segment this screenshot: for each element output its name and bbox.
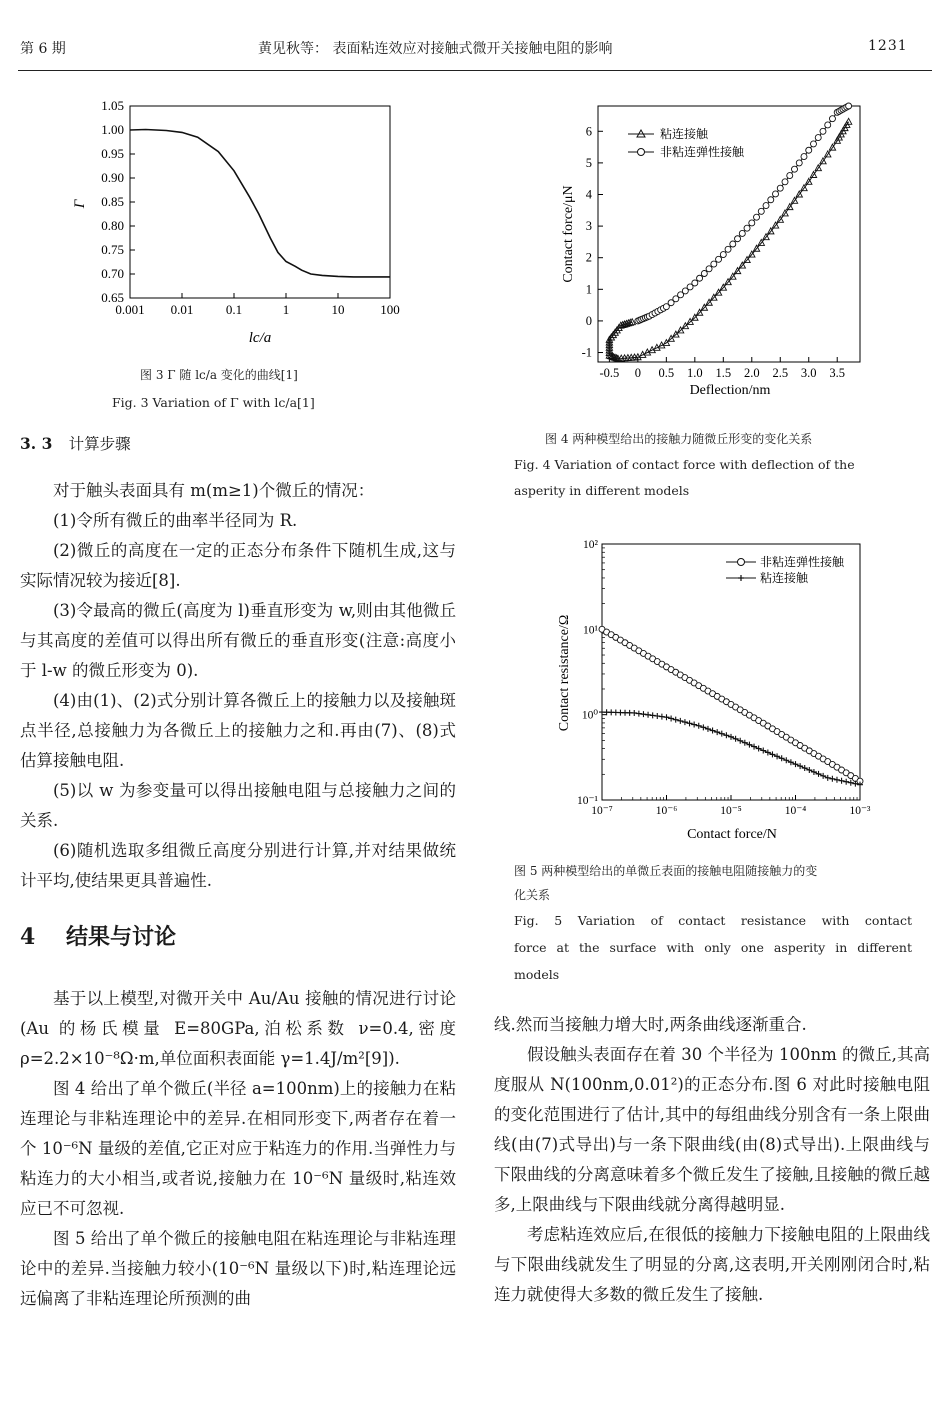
fig3-xtick-label: 0.001 (115, 302, 145, 317)
paragraph: (2)微丘的高度在一定的正态分布条件下随机生成,这与实际情况较为接近[8]. (20, 541, 456, 590)
fig5-point-plus (650, 712, 656, 718)
paragraph: 图 5 给出了单个微丘的接触电阻在粘连理论与非粘连理论中的差异.当接触力较小(10⁻⁶N 量级以下)时,粘连理论远远偏离了非粘连理论所预测的曲 (20, 1229, 456, 1308)
fig5-point-plus (677, 718, 683, 724)
fig4-point-circle (787, 173, 793, 179)
figure-5-chart (550, 528, 880, 848)
fig4-point-circle (846, 103, 852, 109)
fig4-xtick-label: 3.0 (800, 366, 817, 380)
left-column-steps (20, 476, 456, 896)
fig5-xlabel: Contact force/N (687, 827, 777, 842)
paragraph: 考虑粘连效应后,在很低的接触力下接触电阻的上限曲线与下限曲线就发生了明显的分离,这表明,开关刚刚闭合时,粘连力就使得大多数的微丘发生了接触. (494, 1225, 930, 1304)
fig5-point-plus (668, 715, 674, 721)
fig5-ytick-label: 10¹ (583, 624, 598, 637)
fig5-ytick-label: 10⁰ (581, 709, 598, 722)
fig4-ytick-label: 3 (585, 219, 592, 234)
fig3-ytick-label: 0.70 (101, 266, 124, 281)
fig4-ytick-label: 5 (585, 155, 592, 170)
section-4-heading (20, 920, 176, 951)
fig5-ytick-label: 10² (583, 539, 598, 551)
fig4-point-circle (758, 208, 764, 214)
fig3-ytick-label: 0.80 (101, 218, 124, 233)
fig4-point-circle (806, 147, 812, 153)
fig5-legend-adhesive: 粘连接触 (760, 571, 809, 585)
fig3-plot-frame (130, 106, 390, 298)
paragraph: 基于以上模型,对微开关中 Au/Au 接触的情况进行讨论(Au 的杨氏模量 E=80GPa,泊松系数 ν=0.4,密度 ρ=2.2×10⁻⁸Ω·m,单位面积表面能 γ=1.4J/m²[9]). (20, 989, 456, 1068)
section-3-3-title: 计算步骤 (68, 435, 131, 453)
fig3-xtick-label: 0.1 (225, 302, 243, 317)
fig4-point-circle (754, 214, 760, 220)
fig4-ytick-label: 2 (585, 250, 592, 265)
fig3-xtick-label: 10 (331, 302, 345, 317)
fig4-point-circle (701, 271, 707, 277)
fig4-point-circle (792, 166, 798, 172)
fig5-legend-circle-marker (738, 559, 745, 566)
fig3-ytick-label: 0.90 (101, 170, 124, 185)
header-page-number: 1231 (868, 38, 908, 54)
fig4-point-circle (782, 179, 788, 185)
fig5-caption-cn-line2: 化关系 (514, 888, 551, 902)
fig5-point-plus (829, 776, 835, 782)
fig3-caption-en: Fig. 3 Variation of Γ with lc/a[1] (112, 395, 315, 410)
section-4-title: 结果与讨论 (65, 924, 176, 950)
fig4-xtick-label: 2.0 (743, 366, 760, 380)
section-4-number: 4 (20, 924, 36, 950)
fig4-point-circle (820, 128, 826, 134)
fig4-ytick-label: 6 (585, 124, 592, 139)
fig3-ytick-label: 0.85 (101, 194, 124, 209)
fig5-point-plus (645, 712, 651, 718)
fig5-xtick-label: 10⁻⁷ (591, 805, 613, 817)
fig4-point-circle (706, 266, 712, 272)
fig4-xtick-label: 1.0 (687, 366, 703, 380)
paragraph: (5)以 w 为参变量可以得出接触电阻与总接触力之间的关系. (20, 781, 456, 830)
fig5-point-plus (691, 722, 697, 728)
fig4-point-circle (815, 135, 821, 141)
fig4-ytick-label: 4 (585, 187, 592, 202)
paragraph: 对于触头表面具有 m(m≥1)个微丘的情况： (53, 481, 375, 500)
fig5-point-plus (636, 711, 642, 717)
fig3-ytick-label: 0.75 (101, 242, 124, 257)
fig5-point-plus (659, 714, 665, 720)
section-3-3-heading (20, 432, 131, 454)
fig3-ytick-label: 1.05 (101, 98, 124, 113)
fig3-xtick-label: 100 (380, 302, 400, 317)
fig4-point-circle (720, 252, 726, 258)
fig5-ylabel: Contact resistance/Ω (557, 614, 572, 732)
fig4-xtick-label: 0 (634, 366, 641, 380)
fig4-legend (628, 126, 745, 159)
fig5-legend (726, 554, 845, 585)
paragraph: 假设触头表面存在着 30 个半径为 100nm 的微丘,其高度服从 N(100nm,0.01²)的正态分布.图 6 对此时接触电阻的变化范围进行了估计,其中的每组曲线分别含有一条上限曲线(由(7)式导出)与一条下限曲线(由(8)式导出).上限曲线与下限曲线的分离意味着多个微丘发生了接触,且接触的微丘越多,上限曲线与下限曲线就分离得越明显. (494, 1045, 930, 1214)
paragraph: (4)由(1)、(2)式分别计算各微丘上的接触力以及接触斑点半径,总接触力为各微丘上的接触力之和.再由(7)、(8)式估算接触电阻. (20, 691, 456, 770)
fig4-point-circle (763, 203, 769, 209)
fig4-caption-cn: 图 4 两种模型给出的接触力随微丘形变的变化关系 (545, 432, 813, 446)
fig4-point-circle (716, 256, 722, 262)
fig4-xtick-label: 0.5 (658, 366, 675, 380)
fig4-point-circle (697, 275, 703, 281)
header-rule (18, 70, 932, 71)
fig4-point-circle (829, 116, 835, 122)
fig4-ylabel: Contact force/μN (561, 185, 576, 283)
fig5-xtick-label: 10⁻⁵ (720, 805, 742, 817)
fig4-point-circle (692, 280, 698, 286)
fig4-legend-circle-marker (638, 149, 645, 156)
fig4-ytick-label: 1 (585, 282, 592, 297)
fig5-xtick-label: 10⁻³ (849, 805, 871, 817)
fig4-point-circle (768, 197, 774, 203)
paragraph: 线.然而当接触力增大时,两条曲线逐渐重合. (494, 1015, 807, 1034)
fig4-xtick-label: 3.5 (829, 366, 846, 380)
fig4-ytick-label: -1 (581, 345, 592, 360)
fig4-point-circle (711, 261, 717, 267)
paragraph: (3)令最高的微丘(高度为 l)垂直形变为 w,则由其他微丘与其高度的差值可以得出所有微丘的垂直形变(注意:高度小于 l-w 的微丘形变为 0). (20, 601, 456, 680)
fig4-xlabel: Deflection/nm (689, 383, 771, 398)
figure-3-chart (60, 92, 420, 352)
fig4-point-circle (801, 154, 807, 160)
fig5-point-plus (654, 713, 660, 719)
fig4-point-circle (773, 191, 779, 197)
fig3-caption-cn: 图 3 Γ 随 lc/a 变化的曲线[1] (140, 368, 298, 382)
section-3-3-number: 3. 3 (20, 434, 53, 453)
fig3-series-line (130, 130, 390, 277)
header-title: 黄见秋等： 表面粘连效应对接触式微开关接触电阻的影响 (258, 41, 613, 57)
fig5-point-plus (664, 714, 670, 720)
fig4-caption-en-line1: Fig. 4 Variation of contact force with deflection of the (514, 457, 855, 472)
fig3-xtick-label: 1 (282, 302, 290, 317)
fig5-caption-en-line2: force at the surface with only one asperity in different (514, 940, 912, 955)
fig4-point-circle (796, 160, 802, 166)
left-column-results (20, 984, 456, 1314)
fig4-xtick-label: -0.5 (599, 366, 620, 380)
fig4-point-circle (725, 246, 731, 252)
fig5-point-plus (834, 777, 840, 783)
fig5-point-plus (682, 719, 688, 725)
fig4-point-circle (739, 230, 745, 236)
fig5-xtick-label: 10⁻⁴ (784, 805, 807, 817)
fig4-point-circle (810, 141, 816, 147)
fig4-point-circle (777, 185, 783, 191)
fig5-point-plus (640, 711, 646, 717)
header-issue: 第 6 期 (20, 41, 66, 57)
fig4-xtick-label: 2.5 (772, 366, 789, 380)
fig4-point-circle (744, 225, 750, 231)
fig4-legend-adhesive: 粘连接触 (660, 127, 709, 141)
fig5-caption-cn-line1: 图 5 两种模型给出的单微丘表面的接触电阻随接触力的变 (514, 864, 818, 878)
fig5-point-plus (631, 710, 637, 716)
fig4-point-circle (749, 220, 755, 226)
fig5-legend-plus-marker (738, 575, 744, 581)
right-column-text (494, 1010, 930, 1310)
fig5-caption-en-line1: Fig. 5 Variation of contact resistance with contact (514, 913, 912, 928)
fig5-legend-elastic: 非粘连弹性接触 (760, 555, 845, 569)
fig3-xtick-label: 0.01 (170, 302, 194, 317)
fig3-xlabel: lc/a (248, 330, 272, 346)
paragraph: 图 4 给出了单个微丘(半径 a=100nm)上的接触力在粘连理论与非粘连理论中的差异.在相同形变下,两者存在着一个 10⁻⁶N 量级的差值,它正对应于粘连力的作用.当弹性力与粘连力的大小相当,或者说,接触力在 10⁻⁶N 量级时,粘连效应已不可忽视. (20, 1079, 456, 1218)
figure-4-chart (550, 100, 880, 400)
fig4-caption-en-line2: asperity in different models (514, 483, 690, 498)
paragraph: (6)随机选取多组微丘高度分别进行计算,并对结果做统计平均,使结果更具普遍性. (20, 841, 456, 890)
fig5-ytick-label: 10⁻¹ (576, 795, 598, 807)
fig5-xtick-label: 10⁻⁶ (655, 805, 678, 817)
fig4-legend-elastic: 非粘连弹性接触 (660, 145, 745, 159)
fig5-point-plus (673, 717, 679, 723)
fig3-ytick-label: 0.65 (101, 290, 124, 305)
fig5-point-plus (839, 778, 845, 784)
fig4-xtick-label: 1.5 (715, 366, 732, 380)
fig4-ytick-label: 0 (585, 313, 592, 328)
fig4-point-circle (730, 241, 736, 247)
fig5-point-plus (687, 720, 693, 726)
fig3-ytick-label: 1.00 (101, 122, 124, 137)
fig5-caption-en-line3: models (514, 967, 560, 982)
fig3-ylabel: Γ (72, 199, 88, 209)
fig4-point-circle (825, 122, 831, 128)
paragraph: (1)令所有微丘的曲率半径同为 R. (53, 511, 298, 530)
fig5-point-plus (843, 779, 849, 785)
fig4-point-circle (735, 236, 741, 242)
fig3-ytick-label: 0.95 (101, 146, 124, 161)
